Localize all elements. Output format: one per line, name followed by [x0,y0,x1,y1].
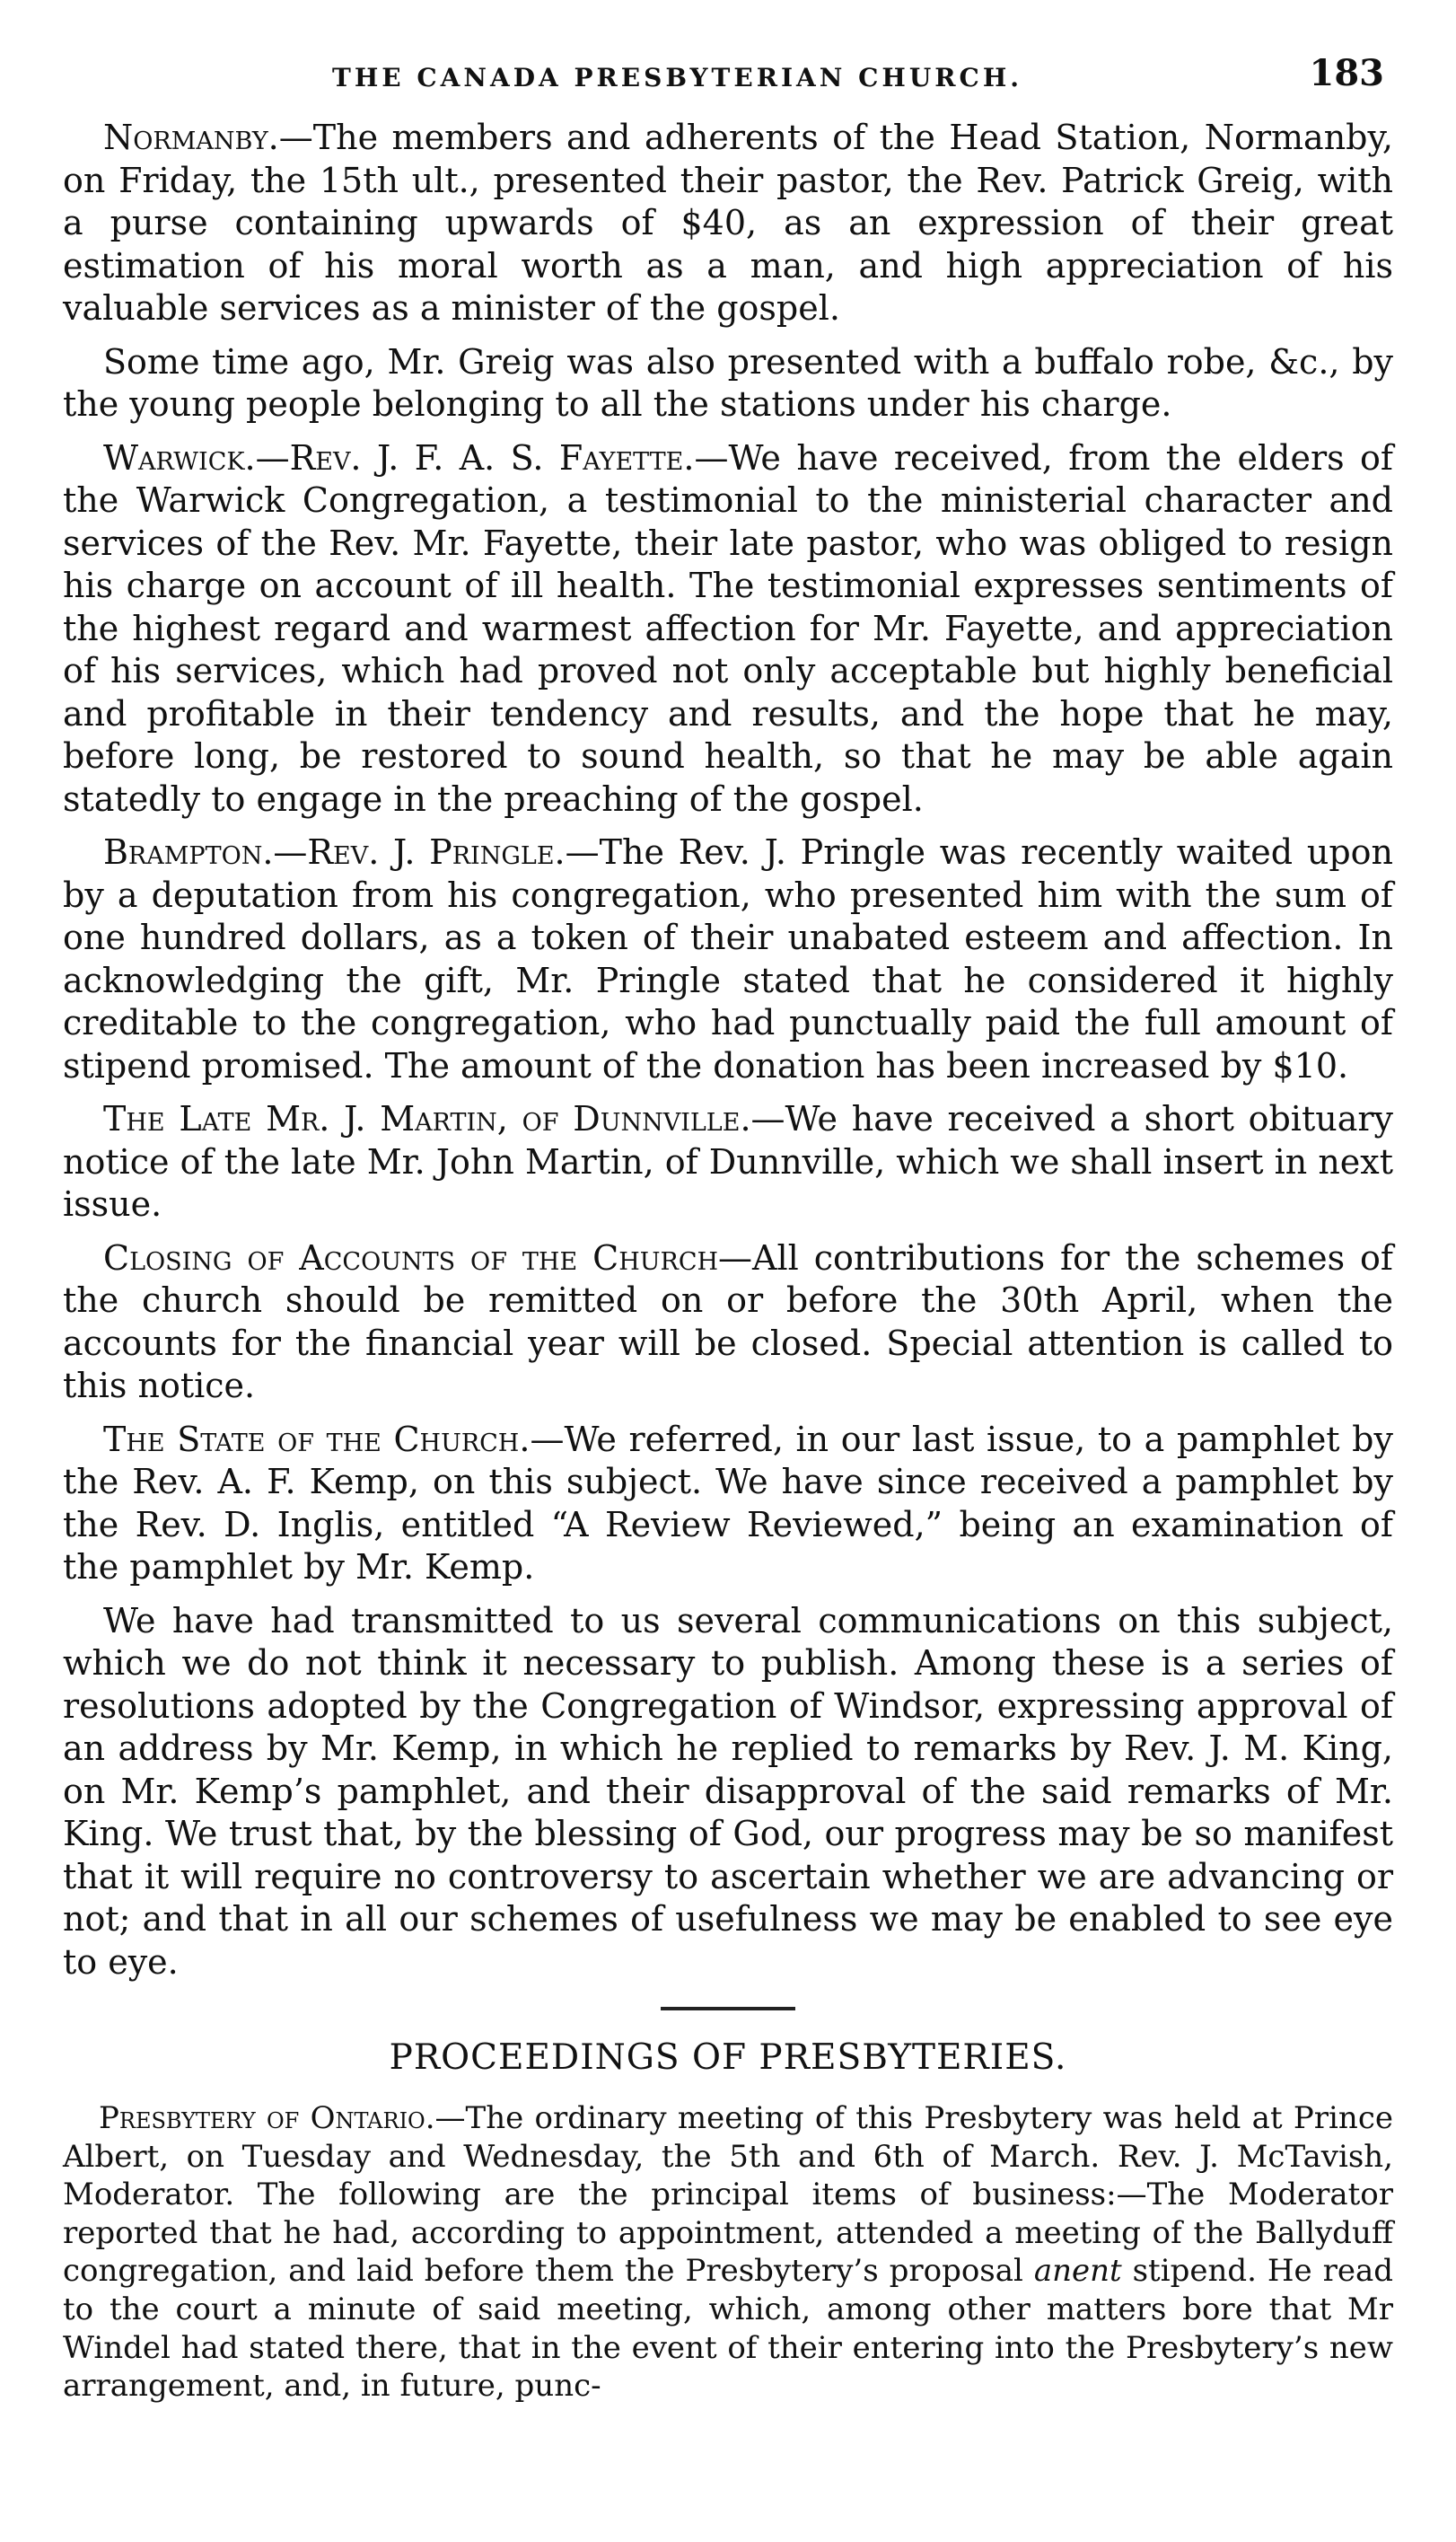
paragraph-italic-word: anent [1033,2253,1122,2290]
paragraph-buffalo-robe [63,341,1393,427]
paragraph-warwick [63,437,1393,822]
section-heading: PROCEEDINGS OF PRESBYTERIES. [389,2037,1067,2078]
running-head [63,36,1393,117]
paragraph-text: stipend. He read to the court a minute of said meeting, which, among other matters bore that Mr Windel had stated there, that in the event of their entering into the Presbytery’s new arrangement, and, in future, punc- [63,2253,1393,2405]
running-title: THE CANADA PRESBYTERIAN CHURCH. [332,63,1023,92]
paragraph-lead: Warwick.—Rev. J. F. A. S. Fayette. [103,437,695,478]
paragraph-text: —The Rev. J. Pringle was recently waited upon by a deputation from his congregation, who presented him with the sum of one hundred dollars, as a token of their unabated esteem and affection. In acknowledging the gift, Mr. Pringle stated that he considered it highly creditable to the congregation, who had punctually paid the full amount of stipend promised. The amount of the donation has been increased by $10. [63,832,1394,1086]
paragraph-text: Some time ago, Mr. Greig was also presented with a buffalo robe, &c., by the young people belonging to all the stations under his charge. [63,341,1393,424]
paragraph-text: —We have received a short obituary notice of the late Mr. John Martin, of Dunnville, which we shall insert in next issue. [63,1099,1393,1224]
paragraph-presbytery-ontario [63,2099,1393,2406]
page [63,36,1393,2406]
paragraph-lead: The State of the Church. [103,1419,531,1459]
paragraph-lead: Presbytery of Ontario. [99,2100,435,2136]
paragraph-text: —All contributions for the schemes of the church should be remitted on or before the 30th April, when the accounts for the financial year will be closed. Special attention is called to this notice. [63,1237,1393,1405]
paragraph-brampton [63,831,1393,1087]
paragraph-lead: Brampton.—Rev. J. Pringle. [103,832,566,872]
paragraph-text: —The members and adherents of the Head Station, Normanby, on Friday, the 15th ult., presented their pastor, the Rev. Patrick Greig, with a purse containing upwards of $40, as an expression of their great estimation of his moral worth as a man, and high appreciation of his valuable services as a minister of the gospel. [63,118,1393,328]
paragraph-text: —We referred, in our last issue, to a pamphlet by the Rev. A. F. Kemp, on this subject. We have since received a pamphlet by the Rev. D. Inglis, entitled “A Review Reviewed,” being an examination of the pamphlet by Mr. Kemp. [63,1419,1393,1587]
page-number: 183 [1309,52,1384,94]
paragraph-communications [63,1600,1393,1984]
paragraph-lead: Normanby. [103,118,279,157]
paragraph-text: —The ordinary meeting of this Presbytery was held at Prince Albert, on Tuesday and Wednesday, the 5th and 6th of March. Rev. J. McTavish, Moderator. The following are the principal items of business:—The Moderator reported that he had, according to appointment, attended a meeting of the Ballyduff congregation, and laid before them the Presbytery’s proposal [63,2100,1393,2290]
paragraph-closing-accounts [63,1237,1393,1408]
paragraph-lead: Closing of Accounts of the Church [103,1237,719,1278]
paragraph-normanby [63,117,1393,330]
section-divider [661,2007,795,2010]
paragraph-lead: The Late Mr. J. Martin, of Dunnville. [103,1099,751,1139]
paragraph-text: We have had transmitted to us several communications on this subject, which we do not think it necessary to publish. Among these is a series of resolutions adopted by the Congregation of Windsor, expressing approval of an address by Mr. Kemp, in which he replied to remarks by Rev. J. M. King, on Mr. Kemp’s pamphlet, and their disapproval of the said remarks of Mr. King. We trust that, by the blessing of God, our progress may be so manifest that it will require no controversy to ascertain whether we are advancing or not; and that in all our schemes of usefulness we may be enabled to see eye to eye. [63,1600,1393,1982]
paragraph-state-of-church [63,1419,1393,1589]
paragraph-text: —We have received, from the elders of the Warwick Congregation, a testimonial to the ministerial character and services of the Rev. Mr. Fayette, their late pastor, who was obliged to resign his charge on account of ill health. The testimonial expresses sentiments of the highest regard and warmest affection for Mr. Fayette, and appreciation of his services, which had proved not only acceptable but highly beneficial and profitable in their tendency and results, and the hope that he may, before long, be restored to sound health, so that he may be able again statedly to engage in the preaching of the gospel. [63,437,1393,819]
paragraph-martin-obituary [63,1098,1393,1227]
